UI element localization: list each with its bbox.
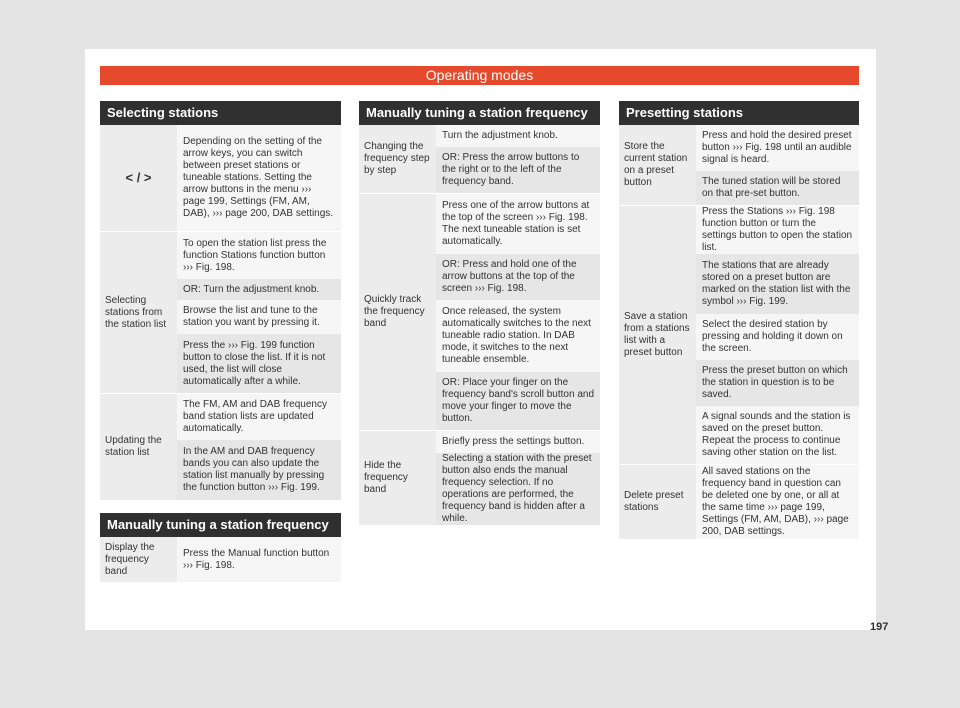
row-label: Display the frequency band	[105, 541, 155, 577]
table-cell: Select the desired station by pressing and holding it down on the screen.	[696, 314, 859, 360]
table-cell: Turn the adjustment knob.	[436, 125, 600, 147]
table-cell: Press the preset button on which the station in question is to be saved.	[696, 360, 859, 406]
row-label: Quickly track the frequency band	[364, 294, 425, 329]
table-row	[100, 394, 341, 501]
table-row	[359, 431, 600, 526]
table-cell: Press the Manual function button ››› Fig. 198.	[177, 537, 341, 582]
page-footer-bar	[85, 630, 876, 656]
section-title: Manually tuning a station frequency	[359, 101, 600, 125]
table-cell: Selecting a station with the preset button also ends the manual frequency selection. If no operations are performed, the frequency band is hidden after a while.	[436, 453, 600, 525]
table-cell: Briefly press the settings button.	[436, 431, 600, 453]
table-cell: Depending on the setting of the arrow keys, you can switch between preset stations or tuneable stations. Setting the arrow buttons in the menu ››› page 199, Settings (FM, AM, DAB), ››› page 200, DAB settings.	[177, 125, 341, 231]
section-title: Selecting stations	[100, 101, 341, 125]
row-label: Save a station from a stations list with a preset button	[624, 311, 690, 358]
page-header-banner: Operating modes	[100, 66, 859, 85]
row-label: Updating the station list	[105, 435, 162, 458]
section-title: Presetting stations	[619, 101, 859, 125]
table-cell: The tuned station will be stored on that pre-set button.	[696, 171, 859, 205]
table-cell: Press the ››› Fig. 199 function button to close the list. If it is not used, the list will close automatically after a while.	[177, 334, 341, 393]
table-cell: Press and hold the desired preset button ››› Fig. 198 until an audible signal is heard.	[696, 125, 859, 171]
table-cell: All saved stations on the frequency band in question can be deleted one by one, or all at the same time ››› page 199, Settings (FM, AM, DAB), ››› page 200, DAB settings.	[696, 465, 859, 539]
row-label: Hide the frequency band	[364, 460, 408, 495]
table-row	[359, 194, 600, 431]
table-row	[100, 537, 341, 583]
row-label	[100, 125, 177, 231]
page-number: 197	[870, 621, 889, 633]
column-right	[619, 101, 859, 540]
column-left	[100, 101, 341, 583]
table-cell: Once released, the system automatically switches to the next tuneable radio station. In DAB mode, it switches to the next tuneable ensemble.	[436, 300, 600, 372]
table-cell: A signal sounds and the station is saved on the preset button. Repeat the process to continue saving other station on the list.	[696, 406, 859, 464]
table-cell: To open the station list press the function Stations function button ››› Fig. 198.	[177, 232, 341, 279]
table-cell: The stations that are already stored on a preset button are marked on the station list with the symbol ››› Fig. 199.	[696, 254, 859, 314]
arrow-left-right-icon: < / >	[125, 170, 152, 185]
table-cell: OR: Place your finger on the frequency band's scroll button and move your finger to move the button.	[436, 372, 600, 430]
table-row	[619, 465, 859, 540]
row-label: Delete preset stations	[624, 490, 684, 513]
table-cell: Press one of the arrow buttons at the top of the screen ››› Fig. 198. The next tuneable station is set automatically.	[436, 194, 600, 254]
section-title: Manually tuning a station frequency	[100, 513, 341, 537]
table-cell: OR: Press the arrow buttons to the right or to the left of the frequency band.	[436, 147, 600, 193]
row-label: Changing the frequency step by step	[364, 141, 430, 176]
column-middle	[359, 101, 600, 526]
row-label: Store the current station on a preset button	[624, 141, 688, 188]
table-row	[100, 232, 341, 394]
table-row	[100, 125, 341, 232]
table-row	[359, 125, 600, 194]
table-cell: The FM, AM and DAB frequency band station lists are updated automatically.	[177, 394, 341, 440]
table-cell: Browse the list and tune to the station you want by pressing it.	[177, 300, 341, 334]
table-row	[619, 125, 859, 206]
table-cell: Press the Stations ››› Fig. 198 function button or turn the settings button to open the station list.	[696, 206, 859, 254]
row-label: Selecting stations from the station list	[105, 294, 167, 330]
table-cell: In the AM and DAB frequency bands you can also update the station list manually by pressing the function button ››› Fig. 199.	[177, 440, 341, 500]
table-cell: OR: Press and hold one of the arrow buttons at the top of the screen ››› Fig. 198.	[436, 254, 600, 300]
table-row	[619, 206, 859, 465]
table-cell: OR: Turn the adjustment knob.	[177, 279, 341, 300]
